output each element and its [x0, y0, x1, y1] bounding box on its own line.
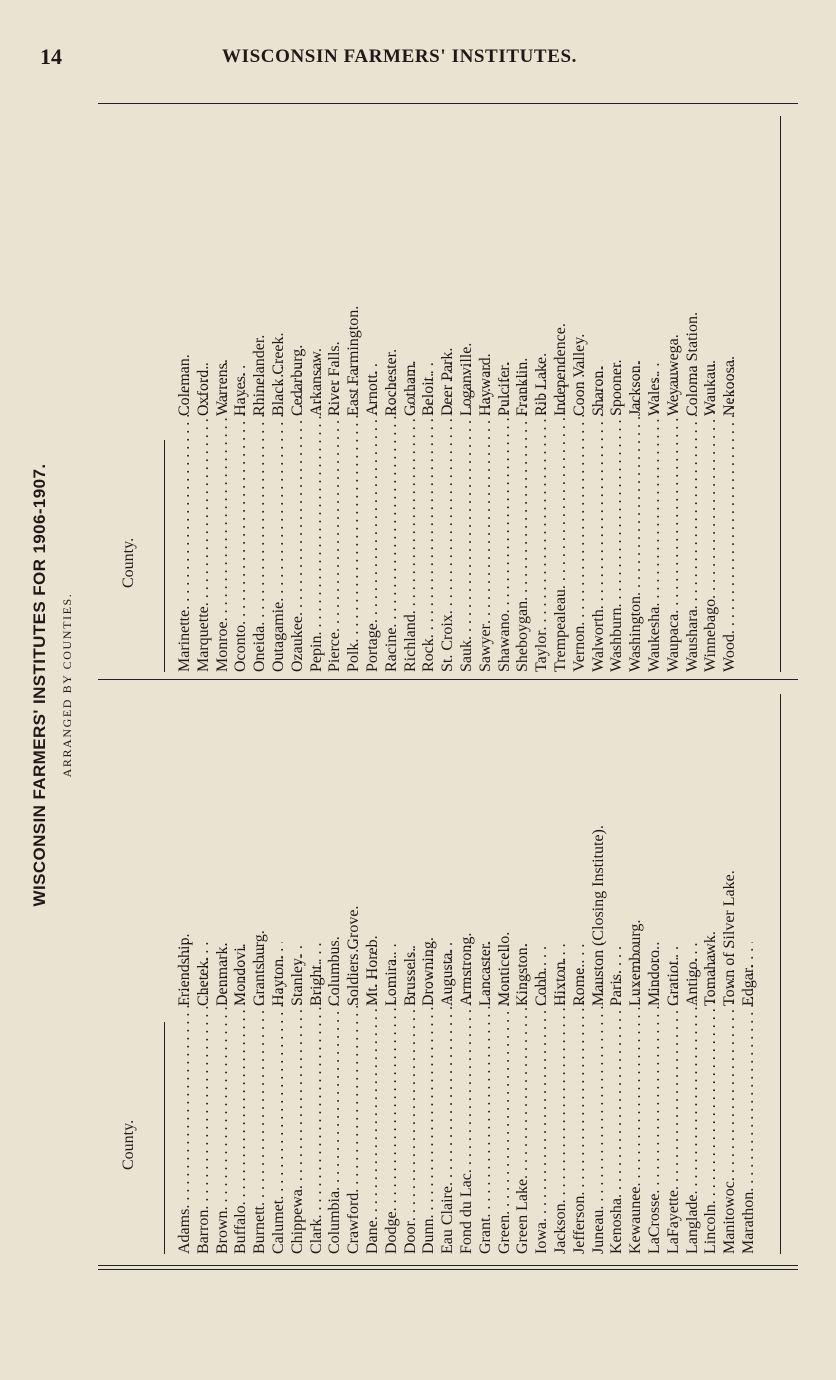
place-name: Hayes. — [232, 372, 250, 416]
page-number: 14 — [40, 44, 62, 69]
place-name: Arkansaw. — [307, 348, 325, 416]
place-name: Coon Valley. — [570, 333, 588, 416]
place-name: Columbus. — [326, 936, 344, 1006]
county-name: Marinette — [176, 609, 193, 672]
institutes-table — [98, 100, 798, 1270]
left-column-group — [98, 680, 798, 1270]
county-name: Dane — [363, 1220, 381, 1254]
county-name: Green Lake — [514, 1178, 532, 1254]
county-name: Kewaunee — [627, 1186, 645, 1254]
county-name: Fond du Lac — [457, 1173, 475, 1254]
county-header: County. — [120, 1119, 137, 1170]
place-name: Cobb. — [533, 967, 551, 1006]
place-name: Hayton. — [269, 954, 287, 1006]
rotated-table-block — [30, 100, 800, 1270]
county-name: Langlade — [683, 1194, 701, 1254]
county-name: Oconto — [232, 624, 250, 672]
place-name: Rhinelander. — [251, 334, 269, 416]
county-name: Pepin — [307, 635, 325, 672]
place-name: Oxford. — [194, 365, 212, 416]
county-name: Buffalo — [232, 1205, 250, 1254]
place-name: Lancaster. — [476, 940, 494, 1006]
running-title: WISCONSIN FARMERS' INSTITUTES. — [222, 46, 577, 67]
county-name: Crawford — [345, 1192, 363, 1254]
county-name: Portage — [363, 623, 381, 672]
county-name: Clark — [307, 1218, 325, 1254]
county-name: Washington — [627, 595, 645, 672]
place-name: Denmark. — [213, 942, 231, 1006]
place-name: East Farmington. — [345, 305, 363, 416]
place-name: Cedarburg. — [288, 344, 306, 416]
county-name: Manitowoc — [721, 1181, 739, 1254]
county-name: Winnebago — [702, 598, 720, 672]
county-name: Eau Claire — [439, 1186, 457, 1254]
county-name: Waushara — [683, 609, 701, 672]
county-name: St. Croix — [439, 614, 457, 672]
county-name: Waupaca — [664, 613, 682, 672]
county-name: Racine — [382, 627, 400, 672]
place-name: Pulcifer. — [495, 362, 513, 416]
county-name: Iowa — [533, 1222, 551, 1254]
place-name: Augusta. — [439, 948, 457, 1006]
place-name: Brussels. — [401, 947, 419, 1006]
county-name: Lincoln — [702, 1204, 720, 1254]
place-name: Bright. — [307, 961, 325, 1006]
place-name: Independence. — [551, 323, 569, 416]
place-name: River Falls. — [326, 341, 344, 416]
place-name: Town of Silver Lake. — [721, 870, 739, 1006]
place-name: Nekoosa. — [721, 356, 739, 416]
county-name: Marathon — [739, 1191, 757, 1254]
county-name: Sawyer — [476, 624, 494, 672]
place-name: Wales. — [645, 373, 663, 416]
place-name: Arnott. — [363, 370, 381, 416]
county-name: Outagamie — [269, 601, 287, 672]
county-name: Trempealeau — [551, 589, 569, 672]
county-name: Green — [495, 1214, 513, 1254]
county-name: Chippewa — [288, 1189, 306, 1254]
place-name: Lomira. — [382, 954, 400, 1006]
place-name: Rochester. — [382, 348, 400, 416]
place-name: Monticello. — [495, 931, 513, 1006]
place-name: Edgar. — [739, 964, 757, 1006]
place-name: Mt. Horeb. — [363, 935, 381, 1006]
place-name: Weyauwega. — [664, 334, 682, 416]
county-name: Marquette — [194, 606, 212, 672]
county-name: Taylor — [533, 630, 551, 672]
county-name: Brown — [213, 1210, 231, 1254]
county-name: Door — [401, 1221, 419, 1254]
place-name: Mindoro. — [645, 946, 663, 1006]
table-title: WISCONSIN FARMERS' INSTITUTES FOR 1906-1907. — [30, 463, 49, 907]
place-name: Warrens. — [213, 359, 231, 416]
county-name: Shawano — [495, 613, 513, 672]
county-name: LaCrosse — [645, 1193, 663, 1254]
county-name: Jefferson — [570, 1195, 588, 1254]
county-name: Oneida — [251, 625, 269, 672]
county-name: Burnett — [251, 1206, 269, 1254]
place-name: Mondovi. — [232, 943, 250, 1006]
county-name: Ozaukee — [288, 616, 306, 672]
place-name: Rib Lake. — [533, 352, 551, 416]
place-name: Beloit. — [420, 372, 438, 416]
county-name: Polk — [345, 642, 363, 672]
place-name: Paris. — [608, 970, 626, 1006]
county-name: Vernon — [570, 625, 588, 672]
county-name: Kenosha — [608, 1198, 626, 1254]
place-name: Mauston (Closing Institute). — [589, 825, 607, 1006]
county-name: Barron — [194, 1209, 212, 1254]
county-name: Dunn — [420, 1218, 438, 1254]
place-name: Jackson. — [627, 361, 645, 416]
county-name: Adams — [176, 1208, 193, 1254]
place-name: Stanley. — [288, 955, 306, 1006]
county-name: Wood — [721, 634, 739, 672]
county-name: Pierce — [326, 632, 344, 672]
place-name: Kingston. — [514, 943, 532, 1006]
place-name: Gratiot. — [664, 956, 682, 1006]
place-name: Franklin. — [514, 357, 532, 416]
running-header — [0, 44, 836, 74]
county-name: Monroe — [213, 621, 231, 672]
county-name: LaFayette — [664, 1190, 682, 1254]
place-name: Luxembourg. — [627, 919, 645, 1006]
county-name: Washburn — [608, 607, 626, 672]
place-name: Hixton. — [551, 957, 569, 1006]
county-name: Sauk — [457, 640, 475, 672]
place-name: Chetek. — [194, 956, 212, 1006]
place-name: Rome. — [570, 963, 588, 1006]
place-name: Waukau. — [702, 359, 720, 416]
place-list — [176, 716, 776, 1006]
right-column-group — [98, 104, 798, 680]
county-name: Calumet — [269, 1199, 287, 1254]
place-name: Loganville. — [457, 342, 475, 416]
place-name: Sharon. — [589, 366, 607, 416]
table-subtitle: ARRANGED BY COUNTIES. — [60, 592, 74, 778]
place-list — [176, 126, 776, 416]
place-name: Coloma Station. — [683, 312, 701, 416]
county-name: Walworth — [589, 609, 607, 672]
county-name: Richland — [401, 614, 419, 672]
county-name: Waukesha — [645, 606, 663, 672]
county-name: Grant — [476, 1217, 494, 1254]
place-name: Deer Park. — [439, 347, 457, 416]
county-name: Jackson — [551, 1203, 569, 1254]
county-name: Rock — [420, 638, 438, 672]
place-name: Tomahawk. — [702, 931, 720, 1006]
county-header: County. — [120, 537, 137, 588]
county-name: Sheboygan — [514, 600, 532, 672]
place-name: Soldiers Grove. — [345, 905, 363, 1006]
place-name: Coleman. — [176, 354, 193, 416]
place-name: Friendship. — [176, 933, 193, 1006]
place-name: Black Creek. — [269, 332, 287, 416]
place-name: Armstrong. — [457, 932, 475, 1006]
county-name: Juneau — [589, 1209, 607, 1254]
place-name: Hayward. — [476, 353, 494, 416]
place-name: Gotham. — [401, 360, 419, 416]
place-name: Drowning. — [420, 937, 438, 1006]
county-name: Columbia — [326, 1190, 344, 1254]
county-name: Dodge — [382, 1211, 400, 1254]
place-name: Grantsburg. — [251, 930, 269, 1006]
place-name: Spooner. — [608, 359, 626, 416]
place-name: Antigo. — [683, 957, 701, 1006]
